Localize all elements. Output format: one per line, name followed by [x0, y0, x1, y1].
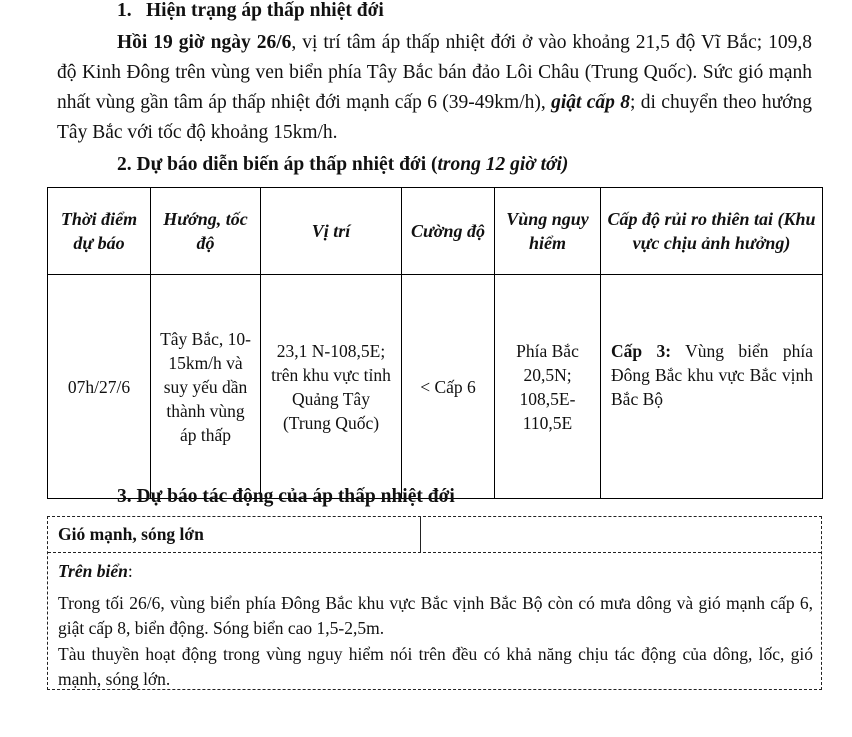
risk-level-label: Cấp 3: — [611, 340, 672, 361]
status-text-2: ; di chuyển theo hướng Tây Bắc với tốc độ khoảng 15km/h. — [57, 92, 812, 143]
observation-time: Hồi 19 giờ ngày 26/6 — [117, 32, 292, 53]
table-row — [48, 275, 823, 499]
table-header-row — [48, 188, 823, 275]
cell-forecast-time: 07h/27/6 — [48, 275, 151, 499]
header-position: Vị trí — [261, 188, 402, 275]
sea-impact-paragraph: Trong tối 26/6, vùng biển phía Đông Bắc khu vực Bắc vịnh Bắc Bộ còn có mưa dông và gió mạnh cấp 6, giật cấp 8, biển động. Sóng biển cao 1,5-2,5m. — [58, 592, 813, 638]
cell-danger-zone: Phía Bắc 20,5N; 108,5E-110,5E — [495, 275, 601, 499]
impact-category: Gió mạnh, sóng lớn — [58, 524, 204, 544]
cell-risk-level — [601, 275, 823, 499]
impact-box-body — [58, 559, 813, 693]
sea-subheading — [58, 559, 813, 585]
cell-position: 23,1 N-108,5E; trên khu vực tỉnh Quảng Tây (Trung Quốc) — [261, 275, 402, 499]
sea-subheading-colon: : — [127, 561, 133, 581]
section-2-title: 2. Dự báo diễn biến áp thấp nhiệt đới ( — [117, 154, 438, 175]
impact-box-header — [48, 517, 821, 553]
header-intensity: Cường độ — [402, 188, 495, 275]
impact-box — [47, 516, 822, 690]
status-text-1: , vị trí tâm áp thấp nhiệt đới ở vào khoảng 21,5 độ Vĩ Bắc; 109,8 độ Kinh Đông trên vùng ven biển phía Tây Bắc bán đảo Lôi Châu (Trung Quốc). Sức gió mạnh nhất vùng gần tâm áp thấp nhiệt đới mạnh cấp 6 (39-49km/h), — [57, 32, 812, 113]
header-danger-zone: Vùng nguy hiểm — [495, 188, 601, 275]
risk-level-text: Vùng biển phía Đông Bắc khu vực Bắc vịnh Bắc Bộ — [611, 340, 813, 409]
header-direction-speed: Hướng, tốc độ — [151, 188, 261, 275]
header-forecast-time: Thời điểm dự báo — [48, 188, 151, 275]
section-2-heading — [117, 152, 568, 178]
section-1-number: 1. — [117, 0, 132, 21]
section-1-title: Hiện trạng áp thấp nhiệt đới — [146, 0, 384, 21]
forecast-table — [47, 187, 823, 499]
header-divider — [420, 517, 421, 552]
current-status-paragraph — [57, 28, 812, 148]
section-1-heading — [117, 0, 384, 24]
cell-intensity: < Cấp 6 — [402, 275, 495, 499]
gust-level: giật cấp 8 — [551, 92, 631, 113]
sea-subheading-text: Trên biển — [58, 561, 128, 581]
section-3-heading: 3. Dự báo tác động của áp thấp nhiệt đới — [117, 486, 455, 507]
vessel-warning-paragraph: Tàu thuyền hoạt động trong vùng nguy hiểm nói trên đều có khả năng chịu tác động của dông, lốc, gió mạnh, sóng lớn. — [58, 643, 813, 689]
section-2-title-italic: trong 12 giờ tới) — [437, 154, 569, 175]
cell-direction-speed: Tây Bắc, 10-15km/h và suy yếu dần thành vùng áp thấp — [151, 275, 261, 499]
header-risk-level: Cấp độ rủi ro thiên tai (Khu vực chịu ảnh hưởng) — [601, 188, 823, 275]
